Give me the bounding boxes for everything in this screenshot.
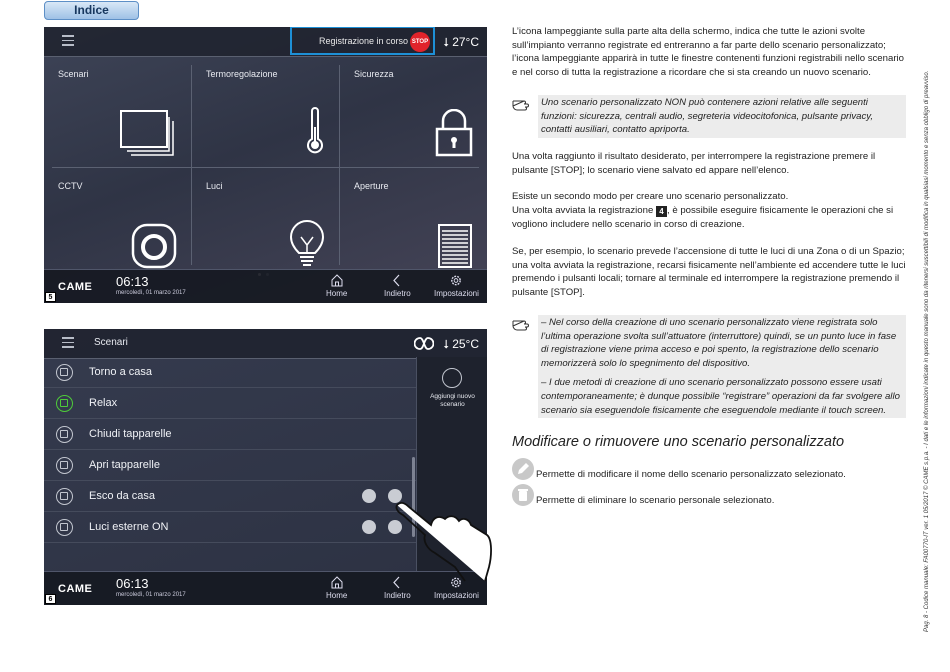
screen-title: Scenari <box>94 337 128 348</box>
edit-icon[interactable] <box>362 489 376 503</box>
tile-termoregolazione[interactable] <box>192 57 339 167</box>
temperature-readout: ⭣ 25°C <box>443 337 479 351</box>
recording-label: Registrazione in corso <box>319 36 409 46</box>
bottom-bar <box>44 269 487 303</box>
note-restrictions: Uno scenario personalizzato NON può contenere azioni relative alle seguenti funzioni: sicurezza, centrali audio, segreteria videocitofonica, pulsante privacy, contatti ausiliari, contatto apriporta. <box>538 95 906 138</box>
custom-scenario-icon <box>56 519 73 536</box>
home-icon <box>330 274 344 287</box>
pointing-hand-icon <box>395 495 493 583</box>
note-pointer-icon <box>512 317 534 331</box>
home-label: Home <box>326 591 348 600</box>
lightbulb-icon <box>289 219 325 269</box>
step-badge: 4 <box>656 206 667 217</box>
text-segment: Una volta avviata la registrazione <box>512 205 654 216</box>
home-screen-figure <box>44 27 487 303</box>
chevron-left-icon <box>390 274 404 287</box>
tile-scenari[interactable] <box>44 57 191 167</box>
recording-indicator <box>290 27 435 55</box>
page-footer: Pag. 8 - Codice manuale: FA00770-IT ver. 1 05/2017 © CAME s.p.a. - I dati e le informazioni indicate in questo manuale sono da ritenersi suscettibili di modifica in qualsiasi momento e senza obbligo di preavviso. <box>924 70 930 632</box>
tile-label: Aperture <box>354 181 389 191</box>
list-item-label: Apri tapparelle <box>89 459 160 471</box>
home-label: Home <box>326 289 348 298</box>
camera-icon <box>131 223 177 269</box>
menu-icon[interactable] <box>62 337 74 347</box>
list-item[interactable] <box>44 419 416 450</box>
back-label: Indietro <box>384 289 411 298</box>
tile-cctv[interactable] <box>44 169 191 279</box>
list-item-label: Chiudi tapparelle <box>89 428 172 440</box>
home-icon <box>330 576 344 589</box>
tile-aperture[interactable] <box>340 169 487 279</box>
menu-icon[interactable] <box>62 35 74 45</box>
list-item[interactable] <box>44 512 416 543</box>
trash-icon <box>512 484 534 506</box>
note-methods <box>538 315 906 418</box>
brand-logo: CAME <box>58 583 93 595</box>
settings-label: Impostazioni <box>434 289 479 298</box>
scenario-icon <box>56 364 73 381</box>
index-tab[interactable]: Indice <box>44 1 139 20</box>
back-label: Indietro <box>384 591 411 600</box>
gear-icon <box>449 274 463 287</box>
list-item[interactable] <box>44 357 416 388</box>
tile-sicurezza[interactable] <box>340 57 487 167</box>
custom-scenario-icon <box>56 488 73 505</box>
paragraph-stop: Una volta raggiunto il risultato desiderato, per interrompere la registrazione premere il pulsante [STOP]; lo scenario viene salvato ed appare nell’elenco. <box>512 151 876 176</box>
scenario-active-icon <box>56 395 73 412</box>
add-scenario-label[interactable]: Aggiungi nuovo scenario <box>430 393 475 408</box>
temperature-readout: ⭣ 27°C <box>443 35 479 49</box>
temperature-value: 27°C <box>452 35 479 49</box>
shutter-icon <box>437 223 473 269</box>
back-button[interactable] <box>384 274 411 298</box>
scenario-icon <box>56 426 73 443</box>
list-item[interactable] <box>44 481 416 512</box>
list-item[interactable] <box>44 388 416 419</box>
paragraph-second-method-detail <box>512 204 908 231</box>
settings-label: Impostazioni <box>434 591 479 600</box>
clock: 06:13 <box>116 274 149 289</box>
edit-description: Permette di modificare il nome dello scenario personalizzato selezionato. <box>536 469 846 480</box>
tile-label: Termoregolazione <box>206 69 278 79</box>
top-bar <box>44 27 487 57</box>
scenario-icon <box>56 457 73 474</box>
section-heading: Modificare o rimuovere uno scenario personalizzato <box>512 434 845 450</box>
lock-icon <box>435 109 473 157</box>
add-scenario-icon[interactable] <box>442 368 462 388</box>
tile-label: Luci <box>206 181 223 191</box>
temperature-value: 25°C <box>452 337 479 351</box>
home-button[interactable] <box>326 274 347 298</box>
thermometer-icon <box>305 107 325 157</box>
edit-icon <box>512 458 534 480</box>
stop-button[interactable]: STOP <box>410 32 430 52</box>
paragraph-recording-icon: L’icona lampeggiante sulla parte alta della schermo, indica che tutte le azioni svolte sull’impianto verranno registrate ed entreranno a far parte dello scenario personalizzato; l’icona lampeggiante apparirà in tutte le finestre contenenti funzioni registrabili nello scenario e nel corso di tutta la registrazione a ricordare che si sta creando un nuovo scenario. <box>512 26 904 78</box>
figure-number: 5 <box>45 292 56 302</box>
paragraph-second-method: Esiste un secondo modo per creare uno scenario personalizzato. <box>512 191 789 202</box>
tile-label: Sicurezza <box>354 69 394 79</box>
list-item-label: Luci esterne ON <box>89 521 169 533</box>
note-paragraph: – I due metodi di creazione di uno scenario personalizzato possono essere usati contemporaneamente; è dunque possibile “registrare” operazioni da far svolgere allo scenario sia eseguendole fisicamente che eseguendole mediante il touch screen. <box>541 377 900 416</box>
brand-logo: CAME <box>58 281 93 293</box>
list-item[interactable] <box>44 450 416 481</box>
figure-number: 6 <box>45 594 56 604</box>
list-item-label: Torno a casa <box>89 366 152 378</box>
date: mercoledì, 01 marzo 2017 <box>116 592 186 598</box>
text-segment: , è possibile eseguire fisicamente le operazioni che si vogliono includere nello scenario in corso di creazione. <box>512 205 894 230</box>
paragraph-example: Se, per esempio, lo scenario prevede l’accensione di tutte le luci di una Zona o di un Spazio; una volta avviata la registrazione, recarsi fisicamente nell’ambiente ed accendere tutte le luci premendo i pulsanti locali; tornare al terminale ed interrompere la registrazione premendo il pulsante [STOP]. <box>512 246 906 298</box>
recording-icon <box>414 336 434 351</box>
top-bar <box>44 329 487 359</box>
date: mercoledì, 01 marzo 2017 <box>116 290 186 296</box>
home-button[interactable] <box>326 576 347 600</box>
settings-button[interactable] <box>434 274 479 298</box>
clock: 06:13 <box>116 576 149 591</box>
tile-label: CCTV <box>58 181 83 191</box>
note-pointer-icon <box>512 97 534 111</box>
edit-icon[interactable] <box>362 520 376 534</box>
list-item-label: Esco da casa <box>89 490 156 502</box>
note-paragraph: – Nel corso della creazione di uno scenario personalizzato viene registrata solo l’ultima operazione svolta sull’attuatore (interruttore) quindi, se un punto luce in fase di registrazione viene prima acceso e poi spento, la registrazione dello scenario memorizzerà solo lo spegnimento del dispositivo. <box>541 317 897 369</box>
tile-label: Scenari <box>58 69 89 79</box>
delete-description: Permette di eliminare lo scenario personale selezionato. <box>536 495 775 506</box>
list-item-label: Relax <box>89 397 118 409</box>
scenari-icon <box>119 109 177 157</box>
